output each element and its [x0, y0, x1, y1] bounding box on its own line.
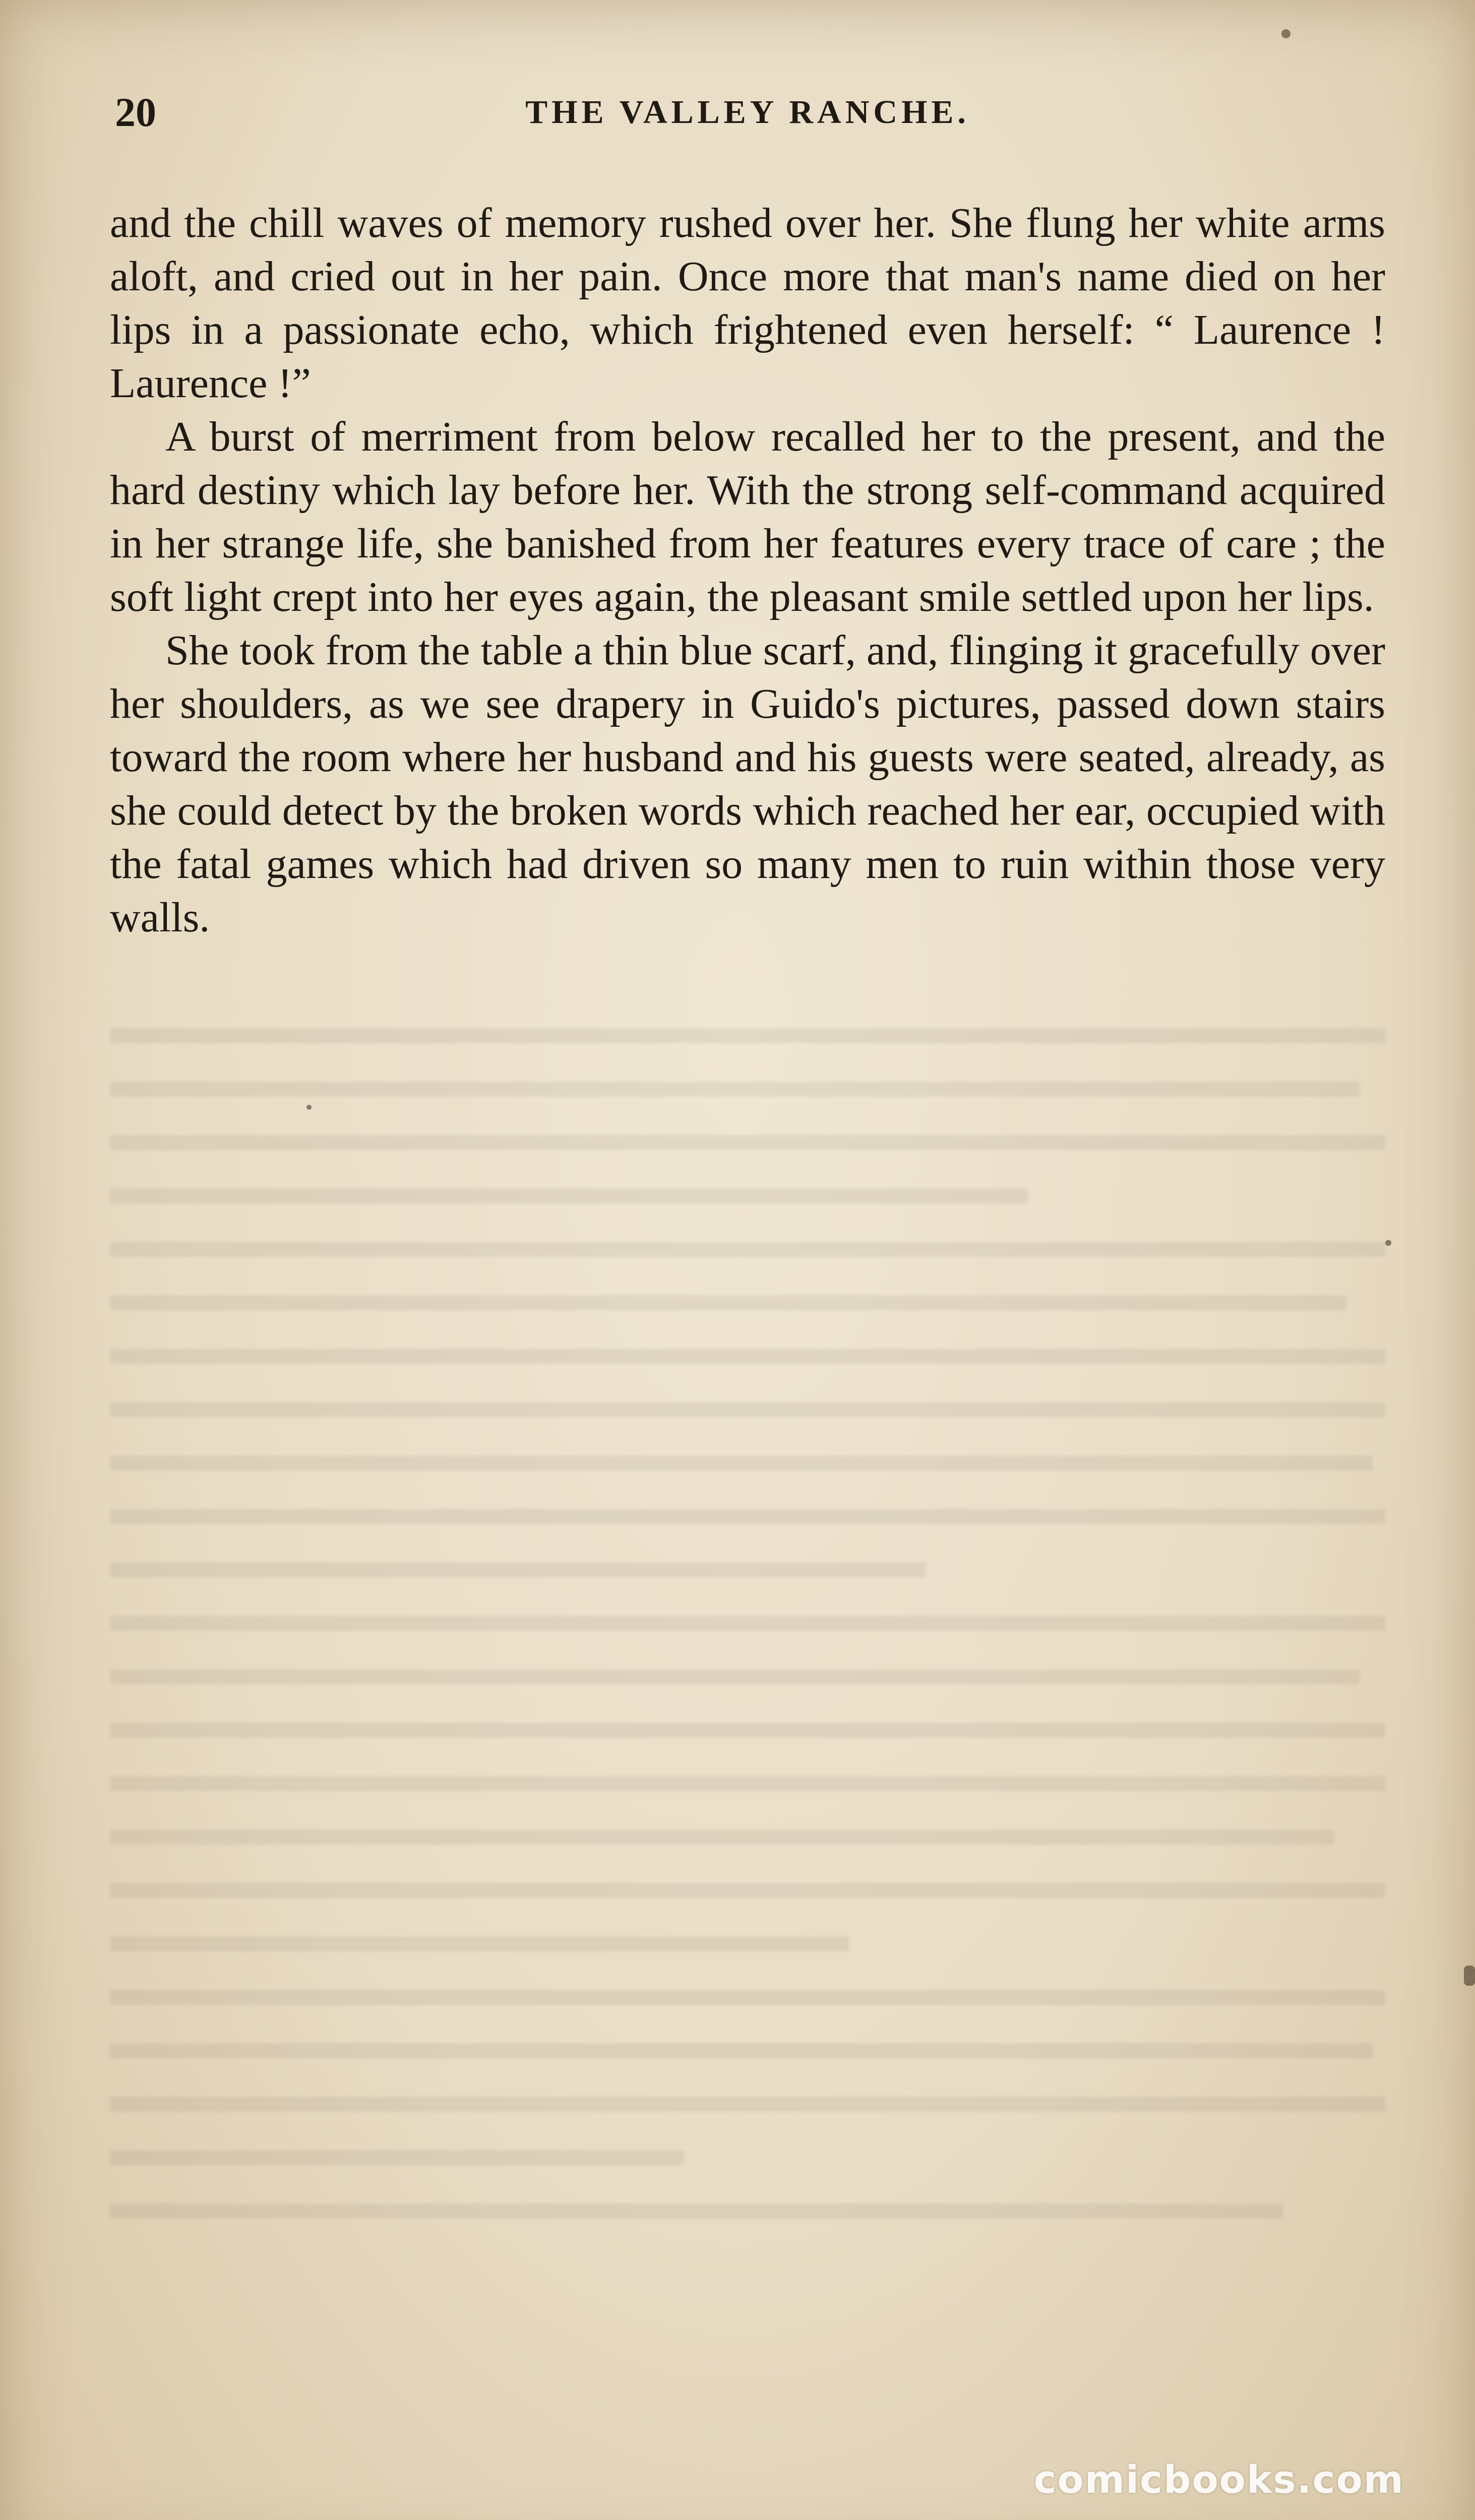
paragraph-2: A burst of merriment from below recalled her to the present, and the hard destiny which lay before her. With the strong self-command acquired in her strange life, she banished from her features every trace of care ; the soft light crept into her eyes again, the pleasant smile settled upon her lips.	[110, 413, 1385, 620]
ink-speck	[306, 1105, 312, 1110]
ink-speck	[1464, 1966, 1475, 1986]
watermark: comicbooks.com	[1033, 2457, 1404, 2502]
show-through-text	[110, 1028, 1385, 2278]
page-header	[110, 90, 1385, 135]
body-text	[110, 197, 1385, 944]
paragraph-3: She took from the table a thin blue scarf, and, flinging it gracefully over her shoulders, as we see drapery in Guido's pictures, passed down stairs toward the room where her husband and his guests were seated, already, as she could detect by the broken words which reached her ear, occupied with the fatal games which had driven so many men to ruin within those very walls.	[110, 627, 1385, 941]
page-number: 20	[115, 89, 156, 135]
paragraph-1: and the chill waves of memory rushed over her. She flung her white arms aloft, and cried out in her pain. Once more that man's name died on her lips in a passionate echo, which frightened even herself: “ Laurence ! Laurence !”	[110, 200, 1385, 407]
running-title: THE VALLEY RANCHE.	[525, 94, 970, 131]
ink-speck	[1385, 1240, 1391, 1246]
ink-speck	[1281, 29, 1290, 38]
